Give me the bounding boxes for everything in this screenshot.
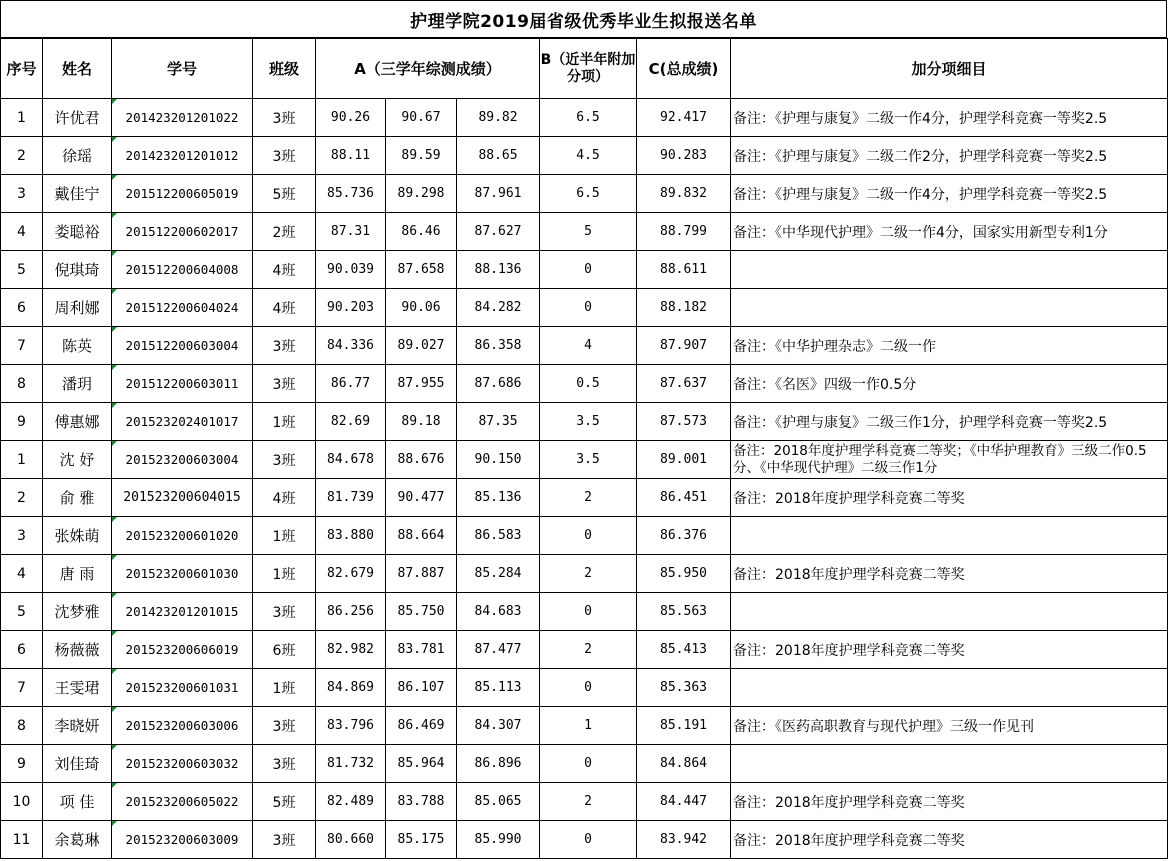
cell-a-year1[interactable]: 82.982 (316, 631, 386, 669)
cell-a-year2[interactable]: 86.469 (386, 707, 457, 745)
cell-student-id[interactable]: 201512200604024 (112, 289, 253, 327)
cell-c-score[interactable]: 89.832 (637, 175, 731, 213)
cell-a-year2[interactable]: 90.06 (386, 289, 457, 327)
cell-a-year1[interactable]: 90.039 (316, 251, 386, 289)
cell-b-score[interactable]: 0 (540, 669, 637, 707)
cell-c-score[interactable]: 88.182 (637, 289, 731, 327)
cell-b-score[interactable]: 3.5 (540, 403, 637, 441)
cell-b-score[interactable]: 0 (540, 745, 637, 783)
header-a-score[interactable]: A（三学年综测成绩） (316, 39, 540, 99)
cell-name[interactable]: 项 佳 (43, 783, 112, 821)
cell-a-year1[interactable]: 81.739 (316, 479, 386, 517)
table-row (1, 745, 1168, 783)
cell-a-year2[interactable]: 87.658 (386, 251, 457, 289)
cell-detail[interactable]: 备注：《护理与康复》二级一作4分，护理学科竞赛一等奖2.5 (731, 99, 1168, 137)
cell-c-score[interactable]: 84.864 (637, 745, 731, 783)
cell-detail[interactable]: 备注：《名医》四级一作0.5分 (731, 365, 1168, 403)
cell-student-id[interactable]: 201523200601031 (112, 669, 253, 707)
cell-seq[interactable]: 1 (1, 441, 43, 479)
cell-a-year2[interactable]: 85.750 (386, 593, 457, 631)
cell-b-score[interactable]: 0 (540, 593, 637, 631)
cell-a-year2[interactable]: 88.664 (386, 517, 457, 555)
cell-a-year2[interactable]: 88.676 (386, 441, 457, 479)
cell-student-id[interactable]: 201523200603004 (112, 441, 253, 479)
cell-a-year1[interactable]: 90.203 (316, 289, 386, 327)
cell-a-year3[interactable]: 85.136 (457, 479, 540, 517)
cell-class[interactable]: 3班 (253, 99, 316, 137)
table-row (1, 631, 1168, 669)
cell-class[interactable]: 1班 (253, 403, 316, 441)
cell-b-score[interactable]: 2 (540, 555, 637, 593)
cell-a-year2[interactable]: 87.955 (386, 365, 457, 403)
cell-student-id[interactable]: 201523200604015 (112, 479, 253, 517)
cell-class[interactable]: 3班 (253, 365, 316, 403)
cell-class[interactable]: 4班 (253, 479, 316, 517)
cell-name[interactable]: 杨薇薇 (43, 631, 112, 669)
cell-name[interactable]: 李晓妍 (43, 707, 112, 745)
cell-seq[interactable]: 4 (1, 555, 43, 593)
table-row (1, 213, 1168, 251)
cell-b-score[interactable]: 4.5 (540, 137, 637, 175)
table-row (1, 669, 1168, 707)
cell-name[interactable]: 沈梦雅 (43, 593, 112, 631)
cell-name[interactable]: 徐瑶 (43, 137, 112, 175)
cell-seq[interactable]: 6 (1, 289, 43, 327)
cell-detail[interactable]: 备注：2018年度护理学科竞赛二等奖 (731, 631, 1168, 669)
cell-c-score[interactable]: 85.413 (637, 631, 731, 669)
cell-seq[interactable]: 3 (1, 517, 43, 555)
cell-seq[interactable]: 3 (1, 175, 43, 213)
cell-detail[interactable]: 备注：《医药高职教育与现代护理》三级一作见刊 (731, 707, 1168, 745)
cell-a-year1[interactable]: 86.77 (316, 365, 386, 403)
cell-seq[interactable]: 1 (1, 99, 43, 137)
cell-name[interactable]: 唐 雨 (43, 555, 112, 593)
cell-c-score[interactable]: 87.637 (637, 365, 731, 403)
cell-student-id[interactable]: 201512200603004 (112, 327, 253, 365)
cell-a-year1[interactable]: 87.31 (316, 213, 386, 251)
cell-seq[interactable]: 11 (1, 821, 43, 859)
cell-student-id[interactable]: 201523202401017 (112, 403, 253, 441)
table-row (1, 403, 1168, 441)
table-row (1, 479, 1168, 517)
cell-a-year1[interactable]: 82.489 (316, 783, 386, 821)
cell-detail[interactable]: 备注：2018年度护理学科竞赛二等奖 (731, 821, 1168, 859)
cell-a-year2[interactable]: 89.298 (386, 175, 457, 213)
cell-name[interactable]: 戴佳宁 (43, 175, 112, 213)
cell-name[interactable]: 娄聪裕 (43, 213, 112, 251)
cell-a-year3[interactable]: 84.307 (457, 707, 540, 745)
cell-b-score[interactable]: 4 (540, 327, 637, 365)
cell-name[interactable]: 俞 雅 (43, 479, 112, 517)
cell-seq[interactable]: 6 (1, 631, 43, 669)
cell-seq[interactable]: 2 (1, 479, 43, 517)
cell-name[interactable]: 王雯珺 (43, 669, 112, 707)
cell-student-id[interactable]: 201523200603006 (112, 707, 253, 745)
cell-b-score[interactable]: 0 (540, 251, 637, 289)
cell-detail[interactable]: 备注：《护理与康复》二级三作1分，护理学科竞赛一等奖2.5 (731, 403, 1168, 441)
table-body (1, 99, 1168, 859)
cell-name[interactable]: 潘玥 (43, 365, 112, 403)
cell-a-year3[interactable]: 88.136 (457, 251, 540, 289)
cell-name[interactable]: 傅惠娜 (43, 403, 112, 441)
table-row (1, 327, 1168, 365)
cell-name[interactable]: 沈 妤 (43, 441, 112, 479)
cell-a-year3[interactable]: 87.35 (457, 403, 540, 441)
cell-class[interactable]: 4班 (253, 251, 316, 289)
cell-detail[interactable] (731, 593, 1168, 631)
cell-class[interactable]: 3班 (253, 707, 316, 745)
cell-c-score[interactable]: 87.573 (637, 403, 731, 441)
cell-student-id[interactable]: 201523200603032 (112, 745, 253, 783)
cell-c-score[interactable]: 84.447 (637, 783, 731, 821)
cell-a-year2[interactable]: 86.107 (386, 669, 457, 707)
cell-a-year3[interactable]: 85.990 (457, 821, 540, 859)
cell-class[interactable]: 3班 (253, 821, 316, 859)
cell-a-year1[interactable]: 84.336 (316, 327, 386, 365)
cell-a-year2[interactable]: 87.887 (386, 555, 457, 593)
cell-a-year2[interactable]: 85.964 (386, 745, 457, 783)
cell-c-score[interactable]: 89.001 (637, 441, 731, 479)
header-detail[interactable]: 加分项细目 (731, 39, 1168, 99)
cell-a-year3[interactable]: 84.683 (457, 593, 540, 631)
cell-a-year1[interactable]: 83.796 (316, 707, 386, 745)
cell-a-year2[interactable]: 85.175 (386, 821, 457, 859)
cell-c-score[interactable]: 85.950 (637, 555, 731, 593)
cell-seq[interactable]: 8 (1, 365, 43, 403)
cell-class[interactable]: 3班 (253, 593, 316, 631)
cell-c-score[interactable]: 90.283 (637, 137, 731, 175)
table-row (1, 289, 1168, 327)
cell-a-year3[interactable]: 87.627 (457, 213, 540, 251)
cell-student-id[interactable]: 201423201201012 (112, 137, 253, 175)
cell-detail[interactable] (731, 745, 1168, 783)
header-class[interactable]: 班级 (253, 39, 316, 99)
cell-name[interactable]: 余葛琳 (43, 821, 112, 859)
cell-b-score[interactable]: 3.5 (540, 441, 637, 479)
cell-detail[interactable]: 备注：《护理与康复》二级一作4分，护理学科竞赛一等奖2.5 (731, 175, 1168, 213)
cell-b-score[interactable]: 2 (540, 479, 637, 517)
cell-b-score[interactable]: 2 (540, 783, 637, 821)
cell-c-score[interactable]: 92.417 (637, 99, 731, 137)
table-row (1, 137, 1168, 175)
cell-seq[interactable]: 5 (1, 593, 43, 631)
cell-a-year3[interactable]: 89.82 (457, 99, 540, 137)
cell-student-id[interactable]: 201512200603011 (112, 365, 253, 403)
cell-name[interactable]: 张姝萌 (43, 517, 112, 555)
table-row (1, 707, 1168, 745)
cell-detail[interactable] (731, 669, 1168, 707)
cell-seq[interactable]: 8 (1, 707, 43, 745)
cell-a-year3[interactable]: 85.113 (457, 669, 540, 707)
cell-class[interactable]: 3班 (253, 745, 316, 783)
cell-detail[interactable] (731, 251, 1168, 289)
cell-a-year3[interactable]: 88.65 (457, 137, 540, 175)
cell-name[interactable]: 陈英 (43, 327, 112, 365)
cell-a-year3[interactable]: 86.583 (457, 517, 540, 555)
cell-b-score[interactable]: 0 (540, 289, 637, 327)
table-row (1, 821, 1168, 859)
cell-name[interactable]: 许优君 (43, 99, 112, 137)
table-row (1, 365, 1168, 403)
cell-a-year3[interactable]: 87.477 (457, 631, 540, 669)
cell-student-id[interactable]: 201523200603009 (112, 821, 253, 859)
cell-class[interactable]: 2班 (253, 213, 316, 251)
cell-student-id[interactable]: 201523200601020 (112, 517, 253, 555)
cell-b-score[interactable]: 0 (540, 517, 637, 555)
cell-a-year3[interactable]: 86.358 (457, 327, 540, 365)
cell-a-year1[interactable]: 90.26 (316, 99, 386, 137)
cell-c-score[interactable]: 85.563 (637, 593, 731, 631)
cell-seq[interactable]: 7 (1, 327, 43, 365)
cell-a-year2[interactable]: 89.18 (386, 403, 457, 441)
table-row (1, 175, 1168, 213)
table-row (1, 441, 1168, 479)
cell-class[interactable]: 3班 (253, 327, 316, 365)
cell-a-year1[interactable]: 85.736 (316, 175, 386, 213)
header-seq[interactable]: 序号 (1, 39, 43, 99)
header-row (1, 39, 1168, 99)
cell-student-id[interactable]: 201423201201022 (112, 99, 253, 137)
cell-seq[interactable]: 7 (1, 669, 43, 707)
cell-a-year2[interactable]: 83.781 (386, 631, 457, 669)
header-name[interactable]: 姓名 (43, 39, 112, 99)
cell-detail[interactable]: 备注：2018年度护理学科竞赛二等奖；《中华护理教育》三级二作0.5分、《中华现代护理》二级三作1分 (731, 441, 1168, 479)
cell-a-year1[interactable]: 82.679 (316, 555, 386, 593)
cell-a-year2[interactable]: 90.477 (386, 479, 457, 517)
sheet-title: 护理学院2019届省级优秀毕业生拟报送名单 (0, 0, 1167, 38)
cell-a-year1[interactable]: 88.11 (316, 137, 386, 175)
table-row (1, 251, 1168, 289)
cell-c-score[interactable]: 85.363 (637, 669, 731, 707)
cell-class[interactable]: 3班 (253, 441, 316, 479)
cell-seq[interactable]: 4 (1, 213, 43, 251)
cell-a-year3[interactable]: 85.284 (457, 555, 540, 593)
table-row (1, 783, 1168, 821)
cell-c-score[interactable]: 83.942 (637, 821, 731, 859)
cell-b-score[interactable]: 6.5 (540, 99, 637, 137)
cell-student-id[interactable]: 201512200605019 (112, 175, 253, 213)
cell-name[interactable]: 倪琪琦 (43, 251, 112, 289)
cell-b-score[interactable]: 5 (540, 213, 637, 251)
cell-class[interactable]: 4班 (253, 289, 316, 327)
cell-c-score[interactable]: 88.799 (637, 213, 731, 251)
cell-a-year2[interactable]: 90.67 (386, 99, 457, 137)
cell-b-score[interactable]: 0.5 (540, 365, 637, 403)
cell-seq[interactable]: 9 (1, 745, 43, 783)
cell-class[interactable]: 3班 (253, 137, 316, 175)
cell-detail[interactable]: 备注：《中华护理杂志》二级一作 (731, 327, 1168, 365)
cell-detail[interactable]: 备注：2018年度护理学科竞赛二等奖 (731, 479, 1168, 517)
cell-student-id[interactable]: 201523200606019 (112, 631, 253, 669)
cell-a-year1[interactable]: 84.869 (316, 669, 386, 707)
cell-student-id[interactable]: 201512200602017 (112, 213, 253, 251)
cell-a-year1[interactable]: 82.69 (316, 403, 386, 441)
cell-student-id[interactable]: 201523200601030 (112, 555, 253, 593)
cell-b-score[interactable]: 0 (540, 821, 637, 859)
cell-seq[interactable]: 10 (1, 783, 43, 821)
cell-student-id[interactable]: 201512200604008 (112, 251, 253, 289)
student-table (0, 38, 1168, 859)
table-row (1, 555, 1168, 593)
header-c-score[interactable]: C(总成绩) (637, 39, 731, 99)
cell-name[interactable]: 周利娜 (43, 289, 112, 327)
cell-class[interactable]: 1班 (253, 555, 316, 593)
cell-c-score[interactable]: 88.611 (637, 251, 731, 289)
cell-class[interactable]: 6班 (253, 631, 316, 669)
cell-detail[interactable] (731, 517, 1168, 555)
cell-c-score[interactable]: 85.191 (637, 707, 731, 745)
cell-b-score[interactable]: 1 (540, 707, 637, 745)
cell-class[interactable]: 5班 (253, 783, 316, 821)
cell-c-score[interactable]: 86.451 (637, 479, 731, 517)
cell-class[interactable]: 5班 (253, 175, 316, 213)
cell-student-id[interactable]: 201523200605022 (112, 783, 253, 821)
cell-seq[interactable]: 9 (1, 403, 43, 441)
cell-class[interactable]: 1班 (253, 669, 316, 707)
cell-student-id[interactable]: 201423201201015 (112, 593, 253, 631)
cell-c-score[interactable]: 86.376 (637, 517, 731, 555)
cell-a-year1[interactable]: 83.880 (316, 517, 386, 555)
table-row (1, 517, 1168, 555)
cell-a-year1[interactable]: 81.732 (316, 745, 386, 783)
cell-a-year2[interactable]: 86.46 (386, 213, 457, 251)
cell-a-year3[interactable]: 87.686 (457, 365, 540, 403)
table-row (1, 99, 1168, 137)
cell-detail[interactable]: 备注：《护理与康复》二级二作2分，护理学科竞赛一等奖2.5 (731, 137, 1168, 175)
cell-name[interactable]: 刘佳琦 (43, 745, 112, 783)
cell-a-year3[interactable]: 84.282 (457, 289, 540, 327)
cell-a-year3[interactable]: 90.150 (457, 441, 540, 479)
cell-detail[interactable]: 备注：《中华现代护理》二级一作4分，国家实用新型专利1分 (731, 213, 1168, 251)
cell-c-score[interactable]: 87.907 (637, 327, 731, 365)
cell-b-score[interactable]: 6.5 (540, 175, 637, 213)
cell-detail[interactable]: 备注：2018年度护理学科竞赛二等奖 (731, 783, 1168, 821)
cell-a-year2[interactable]: 83.788 (386, 783, 457, 821)
cell-seq[interactable]: 5 (1, 251, 43, 289)
cell-a-year1[interactable]: 84.678 (316, 441, 386, 479)
cell-a-year3[interactable]: 86.896 (457, 745, 540, 783)
cell-seq[interactable]: 2 (1, 137, 43, 175)
header-student-id[interactable]: 学号 (112, 39, 253, 99)
cell-a-year1[interactable]: 80.660 (316, 821, 386, 859)
header-b-score[interactable]: B（近半年附加分项） (540, 39, 637, 99)
cell-detail[interactable]: 备注：2018年度护理学科竞赛二等奖 (731, 555, 1168, 593)
cell-a-year3[interactable]: 87.961 (457, 175, 540, 213)
cell-a-year1[interactable]: 86.256 (316, 593, 386, 631)
cell-detail[interactable] (731, 289, 1168, 327)
cell-a-year2[interactable]: 89.027 (386, 327, 457, 365)
table-row (1, 593, 1168, 631)
cell-a-year2[interactable]: 89.59 (386, 137, 457, 175)
cell-b-score[interactable]: 2 (540, 631, 637, 669)
cell-a-year3[interactable]: 85.065 (457, 783, 540, 821)
cell-class[interactable]: 1班 (253, 517, 316, 555)
